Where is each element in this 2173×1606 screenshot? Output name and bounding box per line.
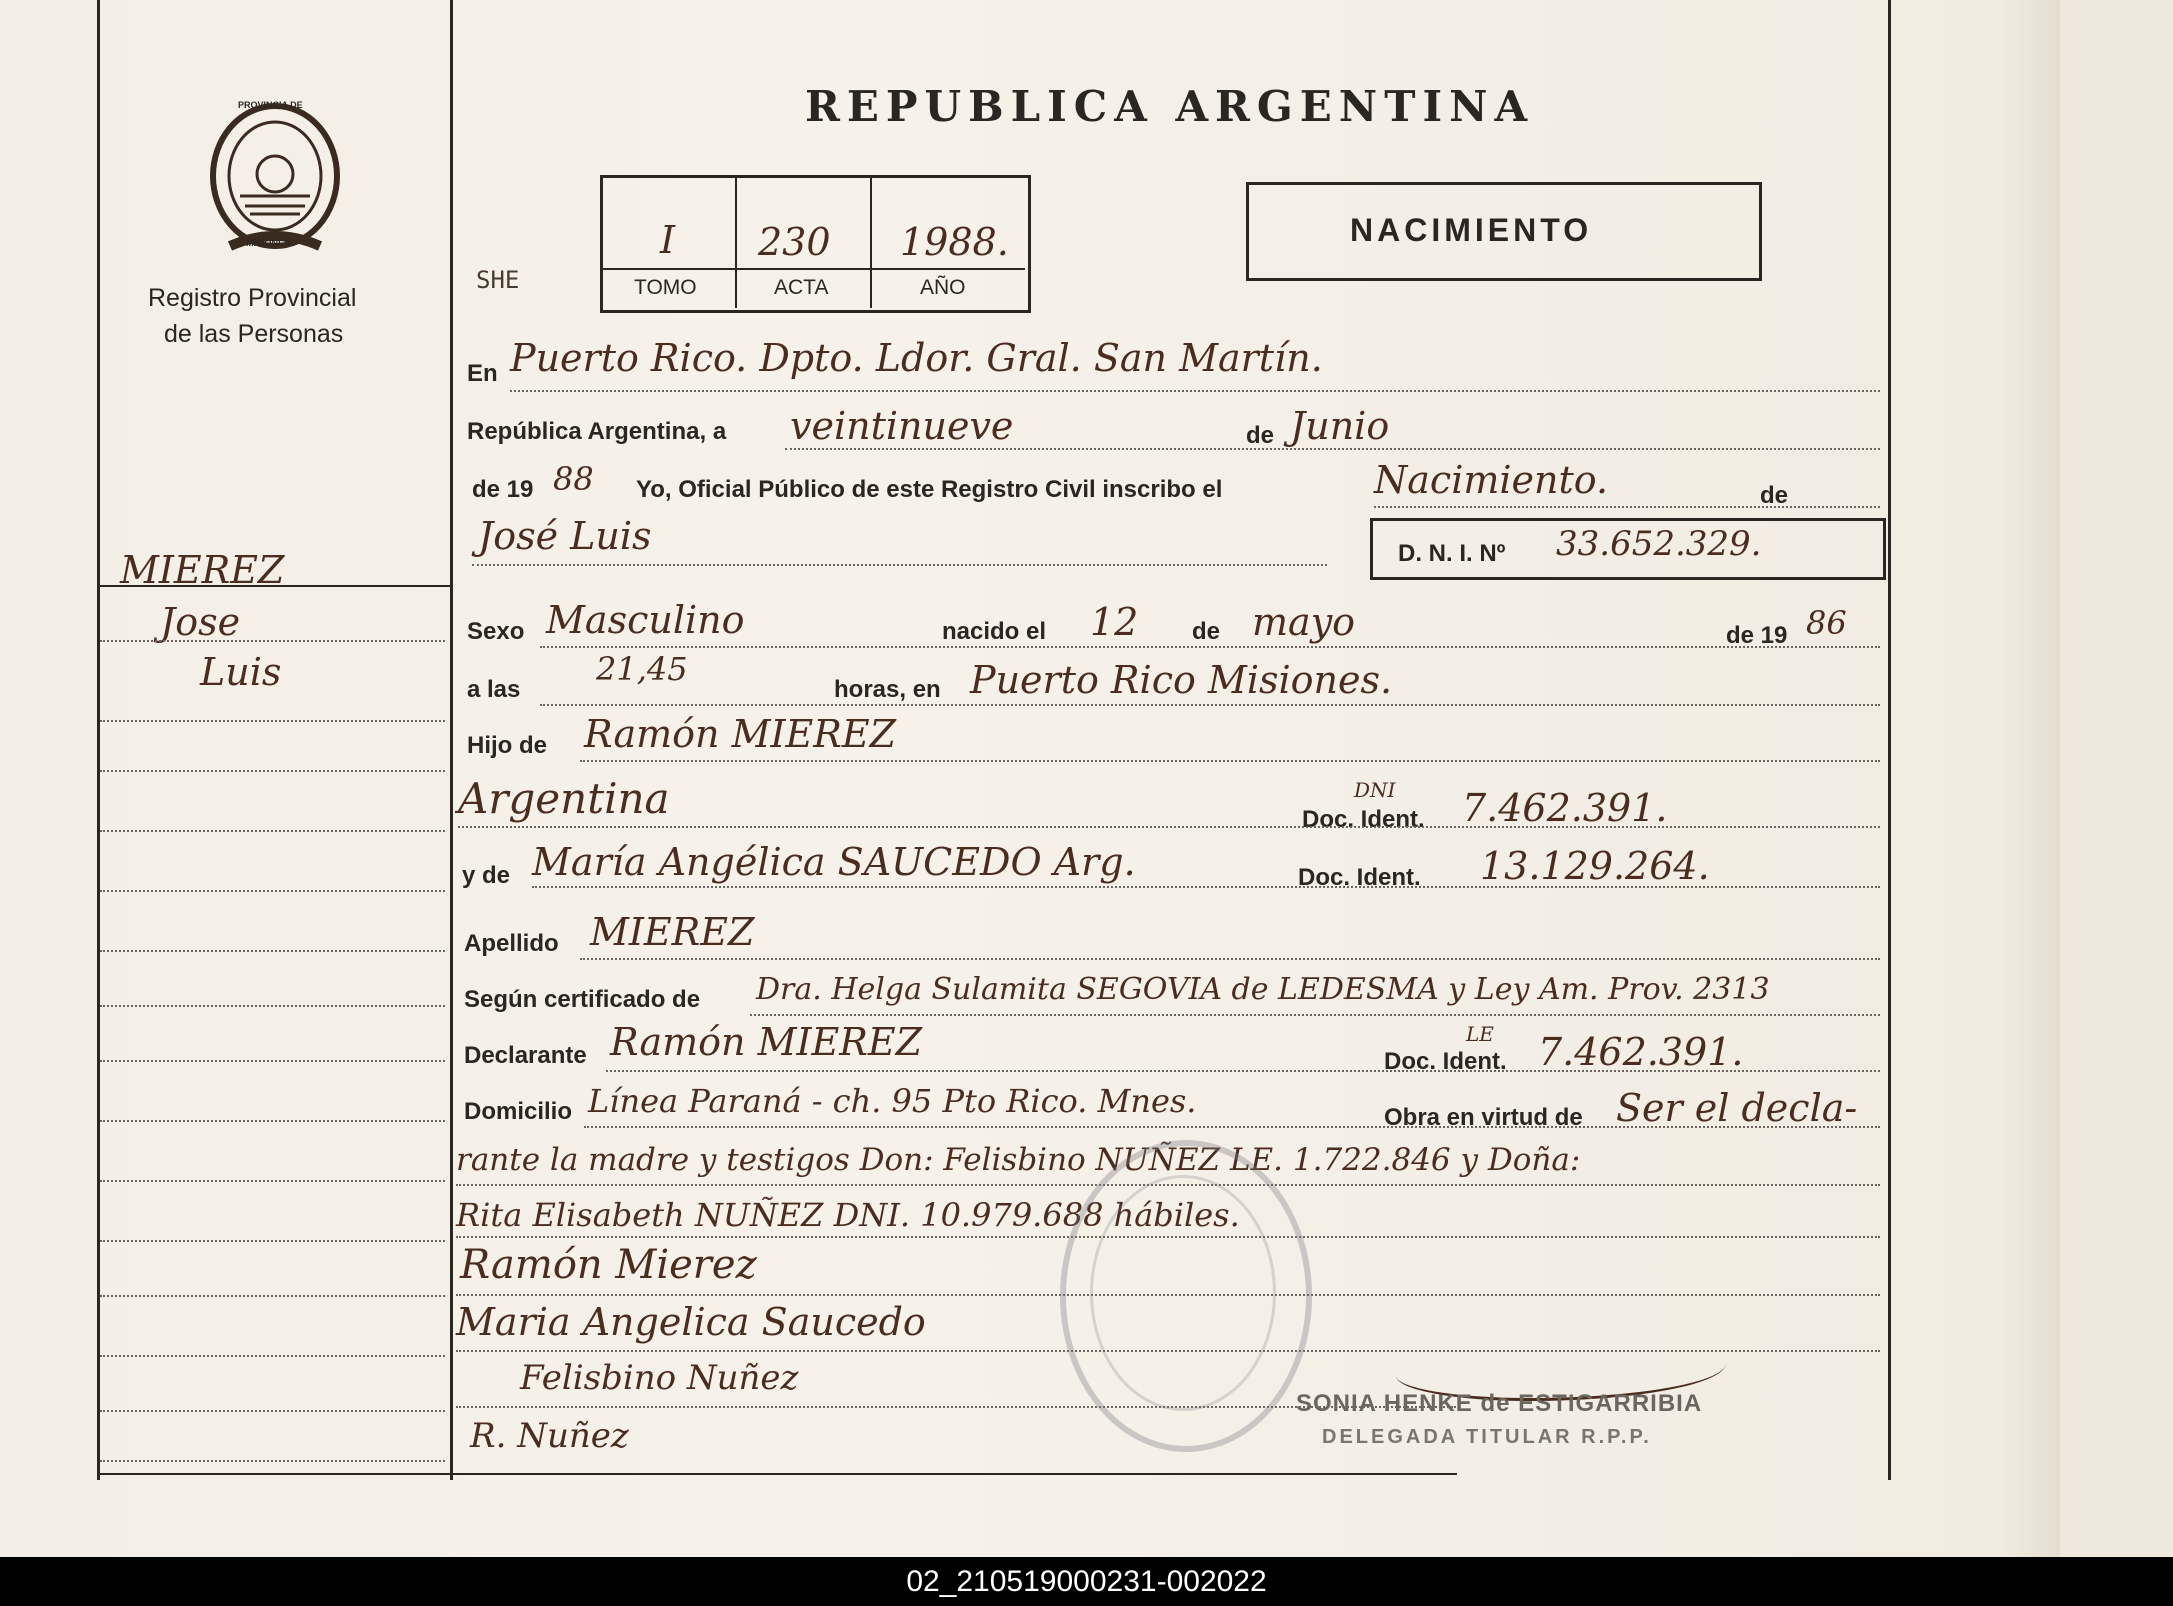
label-republica: República Argentina, a bbox=[467, 418, 727, 445]
label-yo: Yo, Oficial Público de este Registro Civil inscribo el bbox=[636, 476, 1223, 503]
line-father bbox=[580, 760, 1880, 762]
margin-line bbox=[100, 950, 445, 952]
field-certificate: Dra. Helga Sulamita SEGOVIA de LEDESMA y Ley Am. Prov. 2313 bbox=[756, 972, 1770, 1007]
she-stamp: SHE bbox=[476, 266, 520, 294]
label-declarante: Declarante bbox=[464, 1042, 587, 1069]
label-de-3: de bbox=[1760, 482, 1789, 509]
margin-line bbox=[100, 770, 445, 772]
line-time bbox=[540, 704, 1880, 706]
field-declarant: Ramón MIEREZ bbox=[610, 1020, 923, 1064]
label-de19b: de 19 bbox=[1726, 622, 1788, 649]
margin-line bbox=[100, 1005, 445, 1007]
label-apellido: Apellido bbox=[464, 930, 559, 957]
acta-value: 230 bbox=[758, 220, 831, 264]
right-border bbox=[1888, 0, 1891, 1480]
margin-line bbox=[100, 1295, 445, 1297]
field-birth-time: 21,45 bbox=[596, 650, 688, 688]
image-id-caption: 02_210519000231-002022 bbox=[0, 1557, 2173, 1606]
margin-line bbox=[100, 1355, 445, 1357]
line-address bbox=[584, 1126, 1880, 1128]
margin-line bbox=[100, 1120, 445, 1122]
field-year-suffix: 88 bbox=[553, 460, 594, 498]
field-birth-place: Puerto Rico Misiones. bbox=[970, 658, 1393, 702]
margin-surname: MIEREZ bbox=[120, 548, 285, 592]
margin-line bbox=[100, 830, 445, 832]
margin-divider bbox=[450, 0, 453, 1480]
line-name bbox=[472, 564, 1327, 566]
emblem-top-text: PROVINCIA DE bbox=[238, 100, 303, 110]
label-obra: Obra en virtud de bbox=[1384, 1104, 1583, 1131]
label-de19: de 19 bbox=[472, 476, 534, 503]
field-place: Puerto Rico. Dpto. Ldor. Gral. San Martín. bbox=[510, 336, 1323, 380]
line-act bbox=[1374, 506, 1880, 508]
field-surname: MIEREZ bbox=[590, 910, 755, 954]
document-type: NACIMIENTO bbox=[1350, 212, 1593, 248]
field-birth-year-suffix: 86 bbox=[1806, 604, 1847, 642]
field-birth-month: mayo bbox=[1252, 600, 1356, 644]
official-title: DELEGADA TITULAR R.P.P. bbox=[1322, 1426, 1652, 1448]
registry-name-line2: de las Personas bbox=[164, 320, 344, 348]
field-act-type: Nacimiento. bbox=[1374, 458, 1609, 502]
province-emblem bbox=[200, 96, 350, 256]
grid-divider bbox=[870, 178, 872, 308]
label-dni: D. N. I. Nº bbox=[1398, 540, 1506, 567]
margin-line bbox=[100, 890, 445, 892]
label-doc-ident-declarant: Doc. Ident. bbox=[1384, 1048, 1507, 1075]
country-title: REPUBLICA ARGENTINA bbox=[805, 82, 1535, 131]
field-declarant-doc: 7.462.391. bbox=[1538, 1030, 1744, 1074]
signature-witness-2: R. Nuñez bbox=[470, 1416, 629, 1456]
label-en: En bbox=[467, 360, 498, 387]
label-de-5: de bbox=[1192, 618, 1221, 645]
label-yde: y de bbox=[462, 862, 511, 889]
margin-line bbox=[100, 1180, 445, 1182]
field-declarant-doc-type: LE bbox=[1466, 1022, 1494, 1046]
field-obra-line1: Ser el decla- bbox=[1616, 1086, 1858, 1130]
left-border bbox=[97, 0, 100, 1480]
signature-witness-1: Felisbino Nuñez bbox=[520, 1358, 799, 1398]
line-father-nat bbox=[458, 826, 1880, 828]
label-doc-ident-father: Doc. Ident. bbox=[1302, 806, 1425, 833]
margin-line bbox=[100, 1410, 445, 1412]
field-father-doc-type: DNI bbox=[1354, 778, 1396, 802]
field-dni: 33.652.329. bbox=[1556, 524, 1762, 564]
field-father-nationality: Argentina bbox=[458, 774, 670, 823]
label-sexo: Sexo bbox=[467, 618, 525, 645]
field-sex: Masculino bbox=[546, 598, 745, 642]
line-surname bbox=[580, 958, 1880, 960]
margin-name1: Jose bbox=[160, 600, 241, 644]
label-de: de bbox=[1246, 422, 1275, 449]
page-edge bbox=[2000, 0, 2060, 1557]
grid-divider bbox=[735, 178, 737, 308]
label-domicilio: Domicilio bbox=[464, 1098, 573, 1125]
label-alas: a las bbox=[467, 676, 521, 703]
official-seal-inner bbox=[1090, 1175, 1276, 1411]
grid-label-rule bbox=[603, 268, 1025, 270]
field-address: Línea Paraná - ch. 95 Pto Rico. Mnes. bbox=[588, 1082, 1197, 1120]
margin-line bbox=[100, 640, 445, 642]
registry-name-line1: Registro Provincial bbox=[148, 284, 357, 312]
margin-name2: Luis bbox=[200, 650, 282, 694]
field-mother: María Angélica SAUCEDO Arg. bbox=[532, 840, 1136, 884]
field-birth-day: 12 bbox=[1090, 600, 1139, 644]
signature-mother: Maria Angelica Saucedo bbox=[456, 1300, 926, 1344]
bottom-rule bbox=[97, 1473, 1457, 1475]
line-birth bbox=[540, 646, 1880, 648]
emblem-bottom-text: MISIONES bbox=[246, 238, 291, 248]
tomo-label: TOMO bbox=[634, 276, 697, 299]
label-doc-ident-mother: Doc. Ident. bbox=[1298, 864, 1421, 891]
field-mother-doc: 13.129.264. bbox=[1480, 844, 1710, 888]
field-given-name: José Luis bbox=[478, 514, 652, 558]
anio-label: AÑO bbox=[920, 276, 966, 299]
margin-line bbox=[100, 720, 445, 722]
margin-line bbox=[100, 1460, 445, 1462]
line-certificate bbox=[750, 1014, 1880, 1016]
line-date bbox=[785, 448, 1880, 450]
field-father-doc: 7.462.391. bbox=[1462, 786, 1668, 830]
signature-father: Ramón Mierez bbox=[460, 1242, 757, 1288]
margin-line bbox=[100, 1060, 445, 1062]
field-month: Junio bbox=[1290, 404, 1390, 448]
field-obra-line2: rante la madre y testigos Don: Felisbino NUÑEZ LE. 1.722.846 y Doña: bbox=[456, 1142, 1581, 1178]
field-obra-line3: Rita Elisabeth NUÑEZ DNI. 10.979.688 hábiles. bbox=[456, 1196, 1240, 1234]
field-day-words: veintinueve bbox=[790, 404, 1014, 448]
label-nacido: nacido el bbox=[942, 618, 1047, 645]
line-place bbox=[510, 390, 1880, 392]
anio-value: 1988. bbox=[900, 220, 1009, 264]
label-horas: horas, en bbox=[834, 676, 941, 703]
acta-label: ACTA bbox=[774, 276, 829, 299]
line-declarant bbox=[606, 1070, 1880, 1072]
tomo-value: I bbox=[660, 218, 676, 262]
label-segun: Según certificado de bbox=[464, 986, 701, 1013]
label-hijo: Hijo de bbox=[467, 732, 548, 759]
field-father: Ramón MIEREZ bbox=[584, 712, 897, 756]
line-mother bbox=[532, 886, 1880, 888]
official-name: SONIA HENKE de ESTIGARRIBIA bbox=[1296, 1390, 1703, 1417]
margin-line bbox=[100, 1240, 445, 1242]
